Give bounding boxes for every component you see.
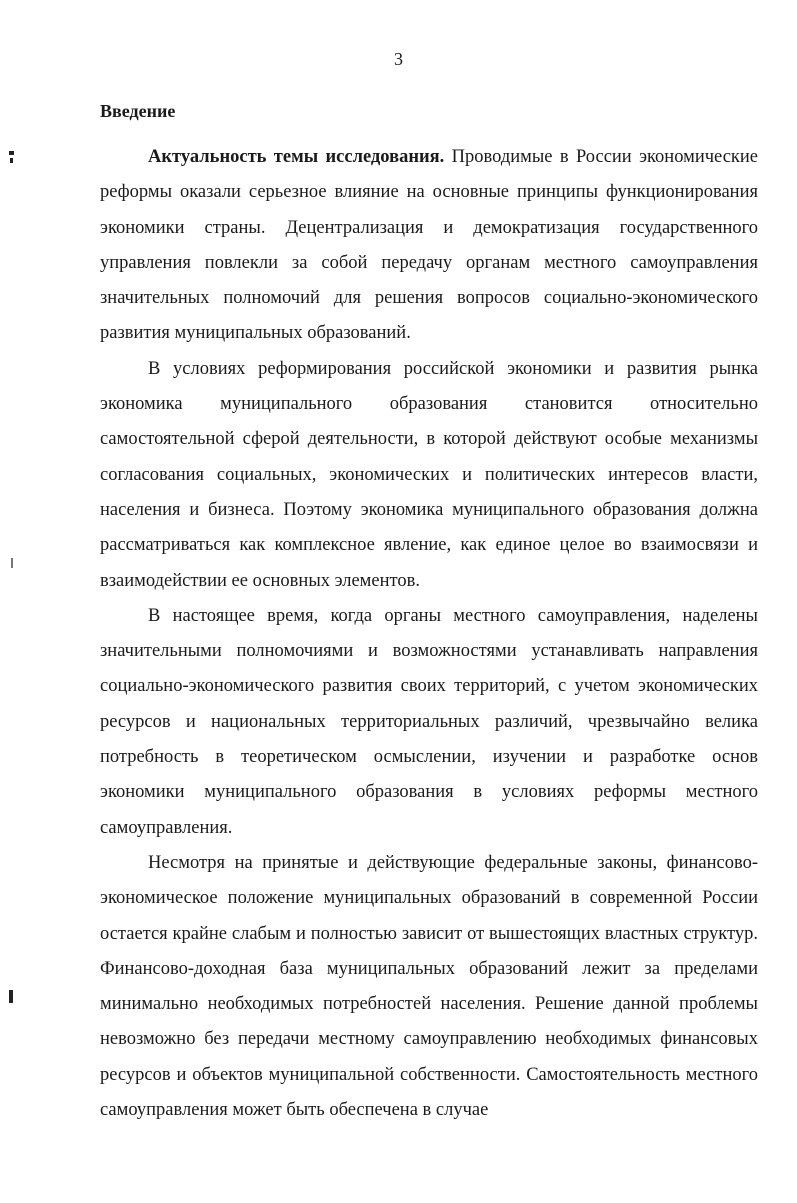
paragraph-reform-conditions: В условиях реформирования российской экономики и развития рынка экономика муниципального образования становится относительно самостоятельной сферой деятельности, в которой действуют особые механизмы согласования социальных, экономических и политических интересов власти, населения и бизнеса. Поэтому экономика муниципального образования должна рассматриваться как комплексное явление, как единое целое во взаимосвязи и взаимодействии ее основных элементов. [100, 358, 758, 591]
paragraph-relevance [100, 140, 758, 352]
paragraph-lead: Актуальность темы исследования. [148, 147, 445, 167]
paragraph-financial-position: Несмотря на принятые и действующие федеральные законы, финансово-экономическое положение муниципальных образований в современной России остается крайне слабым и полностью зависит от вышестоящих властных структур. Финансово-доходная база муниципальных образований лежит за пределами минимально необходимых потребностей населения. Решение данной проблемы невозможно без передачи местному самоуправлению необходимых финансовых ресурсов и объектов муниципальной собственности. Самостоятельность местного самоуправления может быть обеспечена в случае [100, 852, 758, 1121]
scan-mark-top-tail [10, 158, 13, 163]
paragraph-text: Проводимые в России экономические реформы оказали серьезное влияние на основные принципы функционирования экономики страны. Децентрализация и демократизация государственного управления повлекли за собой передачу органам местного самоуправления значительных полномочий для решения вопросов социально-экономического развития муниципальных образований. [100, 147, 759, 344]
page-number: 3 [394, 49, 403, 69]
scan-mark-bottom [9, 990, 13, 1003]
section-heading: Введение [100, 101, 176, 121]
scan-mark-middle [11, 558, 13, 568]
body-text [100, 140, 758, 1128]
scan-mark-top [9, 151, 14, 155]
paragraph-current-time: В настоящее время, когда органы местного самоуправления, наделены значительными полномочиями и возможностями устанавливать направления социально-экономического развития своих территорий, с учетом экономических ресурсов и национальных территориальных различий, чрезвычайно велика потребность в теоретическом осмыслении, изучении и разработке основ экономики муниципального образования в условиях реформы местного самоуправления. [100, 605, 758, 838]
